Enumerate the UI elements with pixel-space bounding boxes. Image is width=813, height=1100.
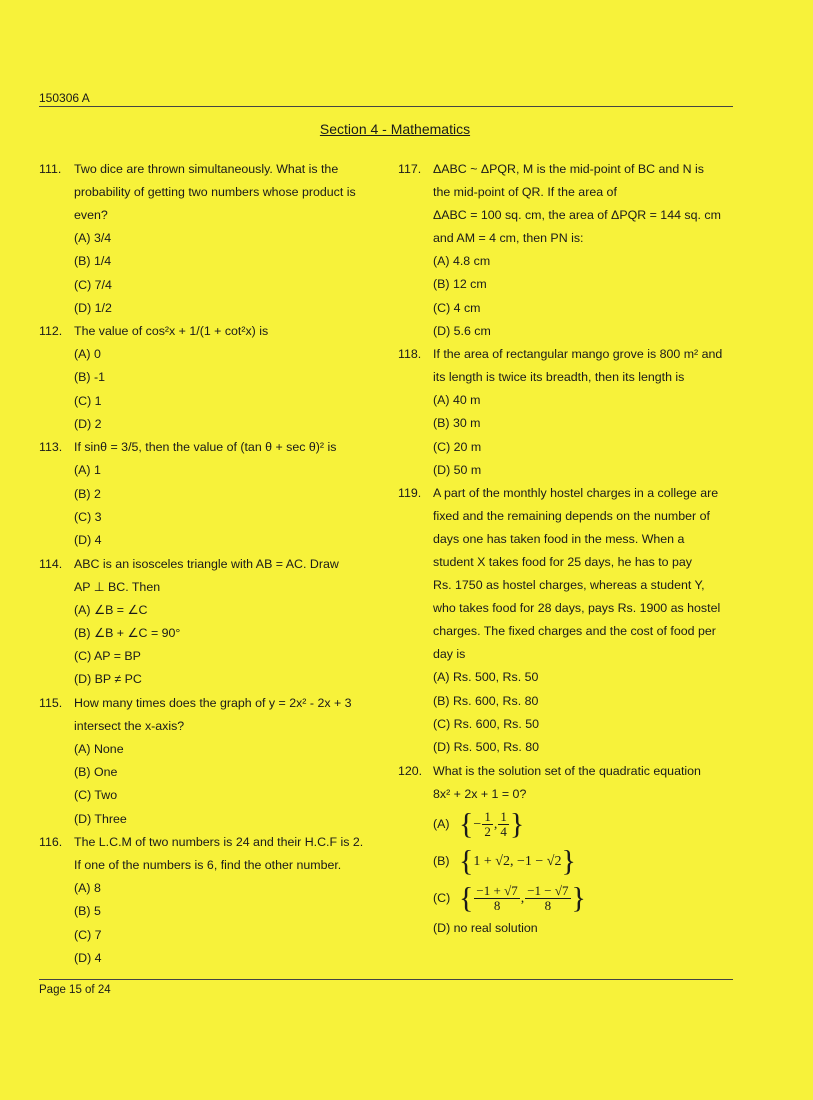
question-text-line: and AM = 4 cm, then PN is: <box>433 231 584 245</box>
comma: , <box>520 890 525 906</box>
answer-option: (C) Rs. 600, Rs. 50 <box>433 716 540 731</box>
question-text-line: charges. The fixed charges and the cost of food per <box>433 624 716 639</box>
question-text-line: days one has taken food in the mess. When a <box>433 532 685 547</box>
section-title: Section 4 - Mathematics <box>319 121 471 137</box>
option-d: (D) no real solution <box>433 920 538 935</box>
answer-option: (B) -1 <box>74 370 105 385</box>
question-item <box>39 436 379 552</box>
answer-option: (B) ∠B + ∠C = 90° <box>74 625 181 640</box>
question-text-line: The L.C.M of two numbers is 24 and their H.C.F is 2. <box>74 834 364 849</box>
question-number: 113. <box>39 440 63 455</box>
fraction <box>498 810 509 839</box>
question-text-line: ΔABC ~ ΔPQR, M is the mid-point of BC and N is <box>433 162 704 176</box>
option-c <box>433 880 738 917</box>
question-number: 115. <box>39 695 63 710</box>
minus-sign: − <box>473 816 482 832</box>
question-120 <box>398 760 738 940</box>
question-body <box>74 158 379 320</box>
fraction <box>474 884 519 913</box>
option-label: (B) <box>433 853 450 868</box>
question-text-line: A part of the monthly hostel charges in a college are <box>433 486 719 501</box>
question-text-line: probability of getting two numbers whose product is <box>74 185 356 199</box>
option-label: (C) <box>433 890 451 905</box>
question-number: 118. <box>398 347 422 362</box>
answer-option: (C) 20 m <box>433 439 482 454</box>
fraction <box>482 810 493 839</box>
denominator: 4 <box>500 823 507 839</box>
answer-option: (B) 2 <box>74 486 101 501</box>
question-item <box>39 831 379 970</box>
document-code: 150306 A <box>39 91 90 105</box>
right-brace-icon: } <box>571 881 586 915</box>
option-b <box>433 843 738 880</box>
answer-option: (D) 50 m <box>433 463 482 478</box>
question-text-line: If the area of rectangular mango grove is 800 m² and <box>433 347 723 362</box>
question-text-line: What is the solution set of the quadratic equation <box>433 763 701 778</box>
answer-option: (C) 3 <box>74 509 102 524</box>
answer-option: (A) 40 m <box>433 393 481 408</box>
answer-option: (A) 0 <box>74 347 101 362</box>
left-brace-icon: { <box>459 881 474 915</box>
answer-option: (A) None <box>74 741 124 756</box>
question-item <box>39 553 379 692</box>
fraction <box>525 884 570 913</box>
question-item <box>39 692 379 831</box>
answer-option: (B) 12 cm <box>433 277 487 292</box>
question-body <box>74 692 379 831</box>
answer-option: (B) 30 m <box>433 416 481 431</box>
right-brace-icon: } <box>561 844 576 878</box>
question-body <box>74 831 379 970</box>
answer-option: (B) 1/4 <box>74 254 112 269</box>
question-text-line: fixed and the remaining depends on the number of <box>433 509 710 524</box>
option-label: (A) <box>433 816 450 831</box>
question-text-line: How many times does the graph of y = 2x² - 2x + 3 <box>74 695 352 710</box>
answer-option: (A) 8 <box>74 880 101 895</box>
question-number: 120. <box>398 763 423 778</box>
right-brace-icon: } <box>509 807 525 841</box>
answer-option: (D) 5.6 cm <box>433 323 491 338</box>
question-text-line: Two dice are thrown simultaneously. What is the <box>74 162 339 176</box>
question-text-line: AP ⊥ BC. Then <box>74 579 161 594</box>
left-brace-icon: { <box>459 807 474 841</box>
denominator: 2 <box>484 823 491 839</box>
answer-option: (C) 4 cm <box>433 300 481 315</box>
question-body <box>74 436 379 552</box>
question-body <box>433 343 738 482</box>
question-item <box>398 158 738 343</box>
denominator: 8 <box>544 897 552 913</box>
numerator: −1 + √7 <box>476 882 518 898</box>
numerator: 1 <box>484 808 491 824</box>
right-question-list <box>398 158 738 760</box>
question-body <box>74 553 379 692</box>
question-text-line: The value of cos²x + 1/(1 + cot²x) is <box>74 324 269 339</box>
answer-option: (D) 4 <box>74 533 102 548</box>
option-a <box>433 806 738 843</box>
answer-option: (A) Rs. 500, Rs. 50 <box>433 670 539 685</box>
question-text-line: even? <box>74 208 108 222</box>
question-number: 111. <box>39 162 62 176</box>
question-text-line: Rs. 1750 as hostel charges, whereas a student Y, <box>433 578 705 593</box>
answer-option: (B) Rs. 600, Rs. 80 <box>433 693 539 708</box>
answer-option: (D) Rs. 500, Rs. 80 <box>433 740 540 755</box>
footer-rule <box>39 979 733 980</box>
answer-option: (D) 2 <box>74 417 102 432</box>
answer-option: (C) 1 <box>74 393 102 408</box>
question-body <box>433 482 738 759</box>
answer-option: (D) BP ≠ PC <box>74 672 142 687</box>
question-text-line: intersect the x-axis? <box>74 718 185 733</box>
question-number: 117. <box>398 162 422 176</box>
numerator: 1 <box>500 808 507 824</box>
comma: , <box>493 816 498 832</box>
question-text-line: who takes food for 28 days, pays Rs. 1900 as hostel <box>433 601 721 616</box>
question-number: 116. <box>39 834 63 849</box>
question-number: 119. <box>398 486 422 501</box>
question-body <box>433 760 738 940</box>
answer-option: (A) 4.8 cm <box>433 254 491 268</box>
question-number: 114. <box>39 556 63 571</box>
question-text-line: If one of the numbers is 6, find the other number. <box>74 857 342 872</box>
question-number: 112. <box>39 324 63 339</box>
page-number: Page 15 of 24 <box>39 984 111 996</box>
answer-option: (B) 5 <box>74 904 101 919</box>
answer-option: (A) 1 <box>74 463 101 478</box>
question-item <box>398 482 738 759</box>
answer-option: (A) ∠B = ∠C <box>74 602 148 617</box>
question-item <box>39 158 379 320</box>
question-text-line: day is <box>433 647 466 662</box>
answer-option: (D) 4 <box>74 950 102 965</box>
question-text-line: ABC is an isosceles triangle with AB = AC. Draw <box>74 556 339 571</box>
question-text-line: If sinθ = 3/5, then the value of (tan θ + sec θ)² is <box>74 440 337 455</box>
question-body <box>433 158 738 343</box>
answer-option: (C) AP = BP <box>74 649 141 664</box>
question-text-line: 8x² + 2x + 1 = 0? <box>433 786 527 801</box>
answer-option: (D) Three <box>74 811 127 826</box>
numerator: −1 − √7 <box>527 882 569 898</box>
right-column <box>398 158 738 940</box>
answer-option: (C) Two <box>74 788 118 803</box>
question-text-line: its length is twice its breadth, then its length is <box>433 370 685 385</box>
answer-option: (C) 7/4 <box>74 277 112 292</box>
answer-option: (C) 7 <box>74 927 102 942</box>
answer-option: (D) 1/2 <box>74 300 112 315</box>
question-text-line: the mid-point of QR. If the area of <box>433 185 617 199</box>
left-column <box>39 158 379 970</box>
denominator: 8 <box>493 897 501 913</box>
question-text-line: student X takes food for 25 days, he has to pay <box>433 555 692 570</box>
question-text-line: ΔABC = 100 sq. cm, the area of ΔPQR = 144 sq. cm <box>433 208 721 222</box>
solution-set-expression: 1 + √2, −1 − √2 <box>473 853 562 869</box>
answer-option: (A) 3/4 <box>74 231 112 245</box>
question-body <box>74 320 379 436</box>
question-item <box>39 320 379 436</box>
header-rule <box>39 106 733 107</box>
answer-option: (B) One <box>74 765 118 780</box>
left-brace-icon: { <box>459 844 474 878</box>
question-item <box>398 343 738 482</box>
